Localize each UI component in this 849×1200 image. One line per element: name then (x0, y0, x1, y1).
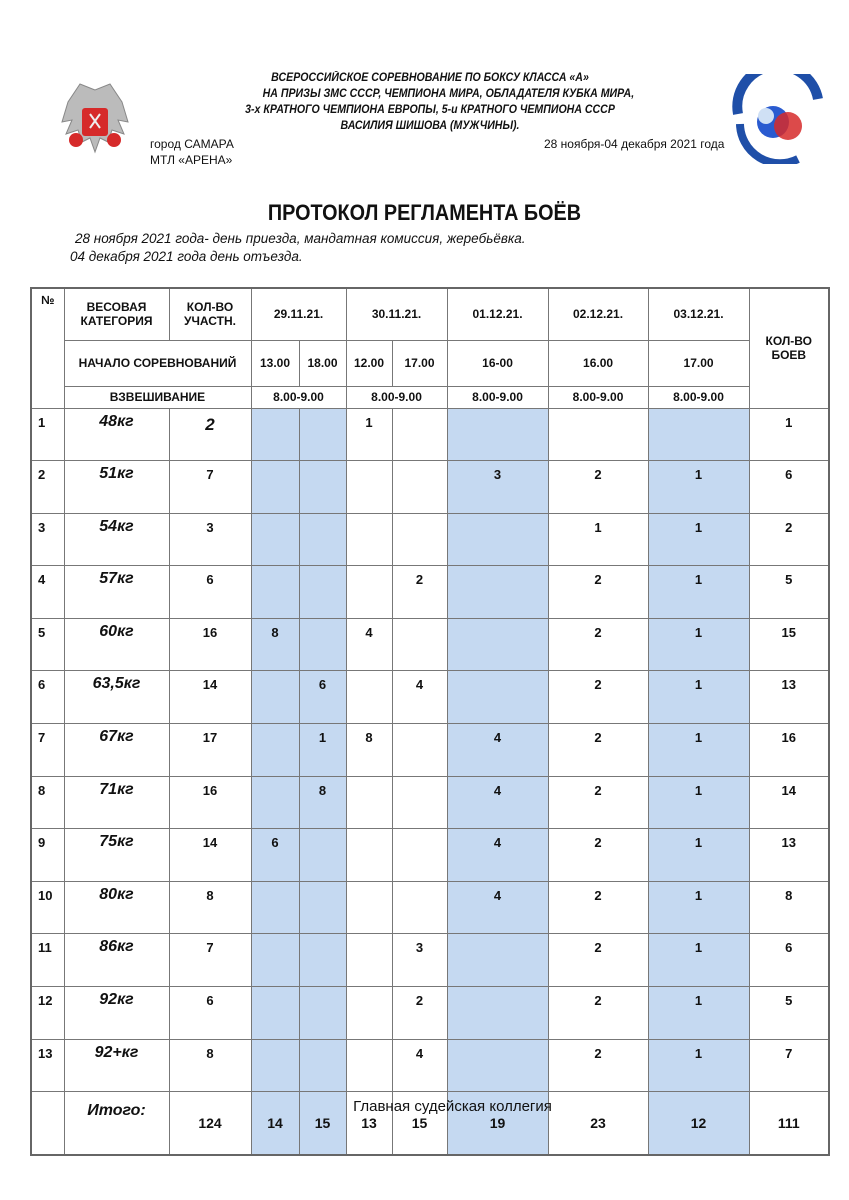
session-bouts (346, 513, 392, 566)
total-bouts: 1 (749, 408, 829, 461)
total-bouts: 111 (749, 1092, 829, 1156)
event-dates: 28 ноября-04 декабря 2021 года (544, 137, 725, 151)
row-number: 11 (31, 934, 64, 987)
session-bouts (447, 934, 548, 987)
session-bouts: 3 (447, 461, 548, 514)
total-session: 19 (447, 1092, 548, 1156)
session-bouts (346, 461, 392, 514)
total-label: Итого: (64, 1092, 169, 1156)
table-row (31, 671, 829, 724)
weighin-time: 8.00-9.00 (648, 386, 749, 408)
competition-header (182, 70, 679, 134)
session-bouts (346, 881, 392, 934)
total-bouts: 15 (749, 618, 829, 671)
session-bouts (447, 618, 548, 671)
total-bouts: 6 (749, 461, 829, 514)
day-date: 03.12.21. (648, 288, 749, 340)
session-bouts: 4 (447, 776, 548, 829)
row-number: 13 (31, 1039, 64, 1092)
session-bouts: 8 (346, 724, 392, 777)
row-number: 3 (31, 513, 64, 566)
session-bouts (299, 881, 346, 934)
session-bouts: 1 (648, 724, 749, 777)
weight-category: 48кг (64, 408, 169, 461)
table-row (31, 987, 829, 1040)
session-bouts: 3 (392, 934, 447, 987)
session-bouts: 4 (447, 881, 548, 934)
session-bouts: 1 (648, 566, 749, 619)
weighin-time: 8.00-9.00 (251, 386, 346, 408)
session-bouts: 2 (548, 881, 648, 934)
session-bouts: 2 (548, 724, 648, 777)
weight-category: 51кг (64, 461, 169, 514)
session-bouts (251, 408, 299, 461)
start-time: 17.00 (648, 340, 749, 386)
schedule-table (30, 287, 830, 1156)
table-row (31, 566, 829, 619)
participant-count: 17 (169, 724, 251, 777)
session-bouts: 1 (346, 408, 392, 461)
session-bouts: 2 (392, 566, 447, 619)
session-bouts (447, 671, 548, 724)
session-bouts: 2 (548, 829, 648, 882)
session-bouts: 2 (392, 987, 447, 1040)
session-bouts: 1 (299, 724, 346, 777)
session-bouts: 1 (648, 671, 749, 724)
table-row (31, 461, 829, 514)
row-number: 6 (31, 671, 64, 724)
session-bouts (251, 566, 299, 619)
table-row (31, 618, 829, 671)
total-bouts: 14 (749, 776, 829, 829)
participant-count: 3 (169, 513, 251, 566)
session-bouts (251, 1039, 299, 1092)
row-number: 9 (31, 829, 64, 882)
session-bouts (299, 408, 346, 461)
session-bouts: 1 (648, 776, 749, 829)
session-bouts (548, 408, 648, 461)
participant-count: 8 (169, 1039, 251, 1092)
session-bouts (299, 461, 346, 514)
total-bouts: 5 (749, 566, 829, 619)
session-bouts (251, 671, 299, 724)
session-bouts: 2 (548, 566, 648, 619)
note-departure: 04 декабря 2021 года день отъезда. (70, 249, 303, 264)
total-session: 15 (299, 1092, 346, 1156)
session-bouts: 2 (548, 618, 648, 671)
session-bouts (251, 461, 299, 514)
table-row (31, 776, 829, 829)
table-row (31, 724, 829, 777)
session-bouts (447, 987, 548, 1040)
session-bouts (392, 829, 447, 882)
session-bouts: 6 (299, 671, 346, 724)
session-bouts (251, 776, 299, 829)
col-bouts-header: КОЛ-ВО БОЕВ (749, 288, 829, 408)
table-row (31, 934, 829, 987)
session-bouts (251, 987, 299, 1040)
weighin-label: ВЗВЕШИВАНИЕ (64, 386, 251, 408)
header-line: ВСЕРОССИЙСКОЕ СОРЕВНОВАНИЕ ПО БОКСУ КЛАССА «А» (271, 72, 589, 84)
session-bouts (346, 776, 392, 829)
total-session: 23 (548, 1092, 648, 1156)
day-date: 02.12.21. (548, 288, 648, 340)
session-bouts: 2 (548, 461, 648, 514)
weighin-time: 8.00-9.00 (447, 386, 548, 408)
total-bouts: 2 (749, 513, 829, 566)
session-bouts: 1 (648, 829, 749, 882)
row-number: 8 (31, 776, 64, 829)
session-bouts (392, 724, 447, 777)
session-bouts (299, 566, 346, 619)
row-number: 10 (31, 881, 64, 934)
participant-count: 2 (169, 408, 251, 461)
city: город САМАРА (150, 137, 234, 151)
russian-emblem-logo (60, 82, 130, 167)
row-number: 7 (31, 724, 64, 777)
total-bouts: 5 (749, 987, 829, 1040)
weighin-time: 8.00-9.00 (548, 386, 648, 408)
session-bouts (447, 566, 548, 619)
start-time: 12.00 (346, 340, 392, 386)
table-row (31, 513, 829, 566)
session-bouts (299, 618, 346, 671)
session-bouts (392, 776, 447, 829)
row-number: 1 (31, 408, 64, 461)
day-date: 29.11.21. (251, 288, 346, 340)
session-bouts: 4 (447, 829, 548, 882)
total-bouts: 7 (749, 1039, 829, 1092)
session-bouts: 1 (648, 461, 749, 514)
total-session: 13 (346, 1092, 392, 1156)
session-bouts: 6 (251, 829, 299, 882)
session-bouts: 1 (648, 618, 749, 671)
session-bouts (251, 513, 299, 566)
session-bouts (392, 618, 447, 671)
participant-count: 16 (169, 776, 251, 829)
session-bouts: 2 (548, 934, 648, 987)
participant-count: 8 (169, 881, 251, 934)
col-count-header: КОЛ-ВО УЧАСТН. (169, 288, 251, 340)
session-bouts: 1 (648, 1039, 749, 1092)
participant-count: 14 (169, 829, 251, 882)
col-weight-header: ВЕСОВАЯ КАТЕГОРИЯ (64, 288, 169, 340)
session-bouts: 4 (447, 724, 548, 777)
day-date: 01.12.21. (447, 288, 548, 340)
session-bouts (392, 881, 447, 934)
header-line: НА ПРИЗЫ ЗМС СССР, ЧЕМПИОНА МИРА, ОБЛАДАТЕЛЯ КУБКА МИРА, (262, 88, 635, 100)
session-bouts (392, 513, 447, 566)
session-bouts (346, 934, 392, 987)
start-time: 16.00 (548, 340, 648, 386)
session-bouts: 1 (648, 513, 749, 566)
session-bouts (648, 408, 749, 461)
footer-signature: Главная судейская коллегия (353, 1098, 552, 1115)
total-session: 14 (251, 1092, 299, 1156)
weight-category: 86кг (64, 934, 169, 987)
header-line: ВАСИЛИЯ ШИШОВА (МУЖЧИНЫ). (340, 120, 520, 132)
start-time: 16-00 (447, 340, 548, 386)
day-date: 30.11.21. (346, 288, 447, 340)
table-row (31, 881, 829, 934)
session-bouts: 4 (392, 1039, 447, 1092)
session-bouts (392, 408, 447, 461)
session-bouts (299, 829, 346, 882)
total-count: 124 (169, 1092, 251, 1156)
venue: МТЛ «АРЕНА» (150, 153, 233, 167)
session-bouts: 8 (299, 776, 346, 829)
session-bouts: 2 (548, 671, 648, 724)
total-bouts: 6 (749, 934, 829, 987)
session-bouts (447, 1039, 548, 1092)
weight-category: 71кг (64, 776, 169, 829)
row-number: 4 (31, 566, 64, 619)
session-bouts (299, 934, 346, 987)
weight-category: 60кг (64, 618, 169, 671)
session-bouts: 2 (548, 776, 648, 829)
start-time: 17.00 (392, 340, 447, 386)
participant-count: 6 (169, 987, 251, 1040)
header-line: 3-х КРАТНОГО ЧЕМПИОНА ЕВРОПЫ, 5-и КРАТНОГО ЧЕМПИОНА СССР (245, 104, 615, 116)
total-bouts: 13 (749, 671, 829, 724)
weight-category: 57кг (64, 566, 169, 619)
total-bouts: 8 (749, 881, 829, 934)
weight-category: 54кг (64, 513, 169, 566)
session-bouts: 1 (648, 934, 749, 987)
weight-category: 92кг (64, 987, 169, 1040)
session-bouts: 2 (548, 987, 648, 1040)
start-time: 13.00 (251, 340, 299, 386)
boxing-federation-logo (728, 74, 828, 169)
total-session: 15 (392, 1092, 447, 1156)
session-bouts (346, 829, 392, 882)
session-bouts (346, 1039, 392, 1092)
weighin-time: 8.00-9.00 (346, 386, 447, 408)
session-bouts (346, 671, 392, 724)
session-bouts: 4 (392, 671, 447, 724)
session-bouts: 1 (648, 881, 749, 934)
session-bouts (299, 1039, 346, 1092)
table-row (31, 408, 829, 461)
total-bouts: 16 (749, 724, 829, 777)
session-bouts (346, 987, 392, 1040)
session-bouts (251, 724, 299, 777)
row-number: 5 (31, 618, 64, 671)
col-no-header: № (31, 288, 64, 408)
table-row (31, 829, 829, 882)
weight-category: 75кг (64, 829, 169, 882)
row-number: 2 (31, 461, 64, 514)
weight-category: 92+кг (64, 1039, 169, 1092)
session-bouts (447, 408, 548, 461)
row-number: 12 (31, 987, 64, 1040)
total-bouts: 13 (749, 829, 829, 882)
session-bouts (251, 881, 299, 934)
participant-count: 16 (169, 618, 251, 671)
weight-category: 67кг (64, 724, 169, 777)
session-bouts: 1 (648, 987, 749, 1040)
page-title: ПРОТОКОЛ РЕГЛАМЕНТА БОЁВ (267, 200, 582, 225)
total-session: 12 (648, 1092, 749, 1156)
participant-count: 7 (169, 461, 251, 514)
session-bouts (299, 987, 346, 1040)
participant-count: 14 (169, 671, 251, 724)
session-bouts (392, 461, 447, 514)
session-bouts: 1 (548, 513, 648, 566)
session-bouts (346, 566, 392, 619)
session-bouts (251, 934, 299, 987)
session-bouts: 4 (346, 618, 392, 671)
session-bouts: 2 (548, 1039, 648, 1092)
note-arrival: 28 ноября 2021 года- день приезда, мандатная комиссия, жеребьёвка. (75, 231, 526, 246)
table-row (31, 1039, 829, 1092)
participant-count: 7 (169, 934, 251, 987)
participant-count: 6 (169, 566, 251, 619)
session-bouts (447, 513, 548, 566)
session-bouts: 8 (251, 618, 299, 671)
start-label: НАЧАЛО СОРЕВНОВАНИЙ (64, 340, 251, 386)
weight-category: 80кг (64, 881, 169, 934)
start-time: 18.00 (299, 340, 346, 386)
session-bouts (299, 513, 346, 566)
weight-category: 63,5кг (64, 671, 169, 724)
